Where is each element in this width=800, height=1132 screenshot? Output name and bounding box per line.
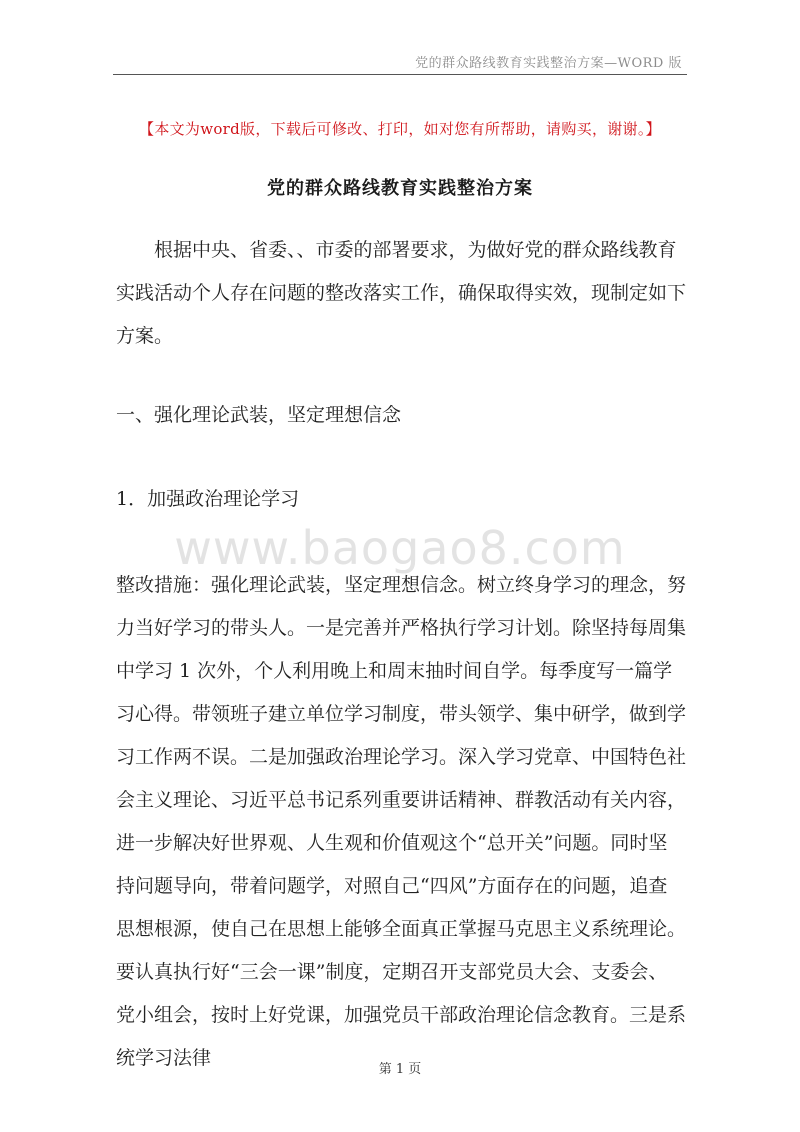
page-number: 第 1 页 xyxy=(378,1062,422,1077)
watermark: www.baogao8.com xyxy=(174,521,626,575)
intro-paragraph: 根据中央、省委、、市委的部署要求，为做好党的群众路线教育实践活动个人存在问题的整改落实工作，确保取得实效，现制定如下方案。 xyxy=(116,239,687,347)
section-heading: 一、强化理论武装，坚定理想信念 xyxy=(116,404,402,426)
download-notice: 【本文为word版，下载后可修改、打印，如对您有所帮助，请购买，谢谢。】 xyxy=(139,120,661,138)
subsection-heading: 1．加强政治理论学习 xyxy=(116,488,300,510)
header-divider xyxy=(113,74,687,75)
measures-paragraph: 整改措施：强化理论武装，坚定理想信念。树立终身学习的理念，努力当好学习的带头人。一是完善并严格执行学习计划。除坚持每周集中学习 1 次外，个人利用晚上和周末抽时间自学。每季度写一篇学习心得。带领班子建立单位学习制度，带头领学、集中研学，做到学习工作两不误。二是加强政治理论学习。深入学习党章、中国特色社会主义理论、习近平总书记系列重要讲话精神、群教活动有关内容，进一步解决好世界观、人生观和价值观这个“总开关”问题。同时坚持问题导向，带着问题学，对照自己“四风”方面存在的问题，追查思想根源，使自己在思想上能够全面真正掌握马克思主义系统理论。要认真执行好“三会一课”制度，定期召开支部党员大会、支委会、党小组会，按时上好党课，加强党员干部政治理论信念教育。三是系统学习法律 xyxy=(116,574,687,1069)
document-title: 党的群众路线教育实践整治方案 xyxy=(267,178,533,199)
running-header: 党的群众路线教育实践整治方案—WORD 版 xyxy=(415,56,682,71)
